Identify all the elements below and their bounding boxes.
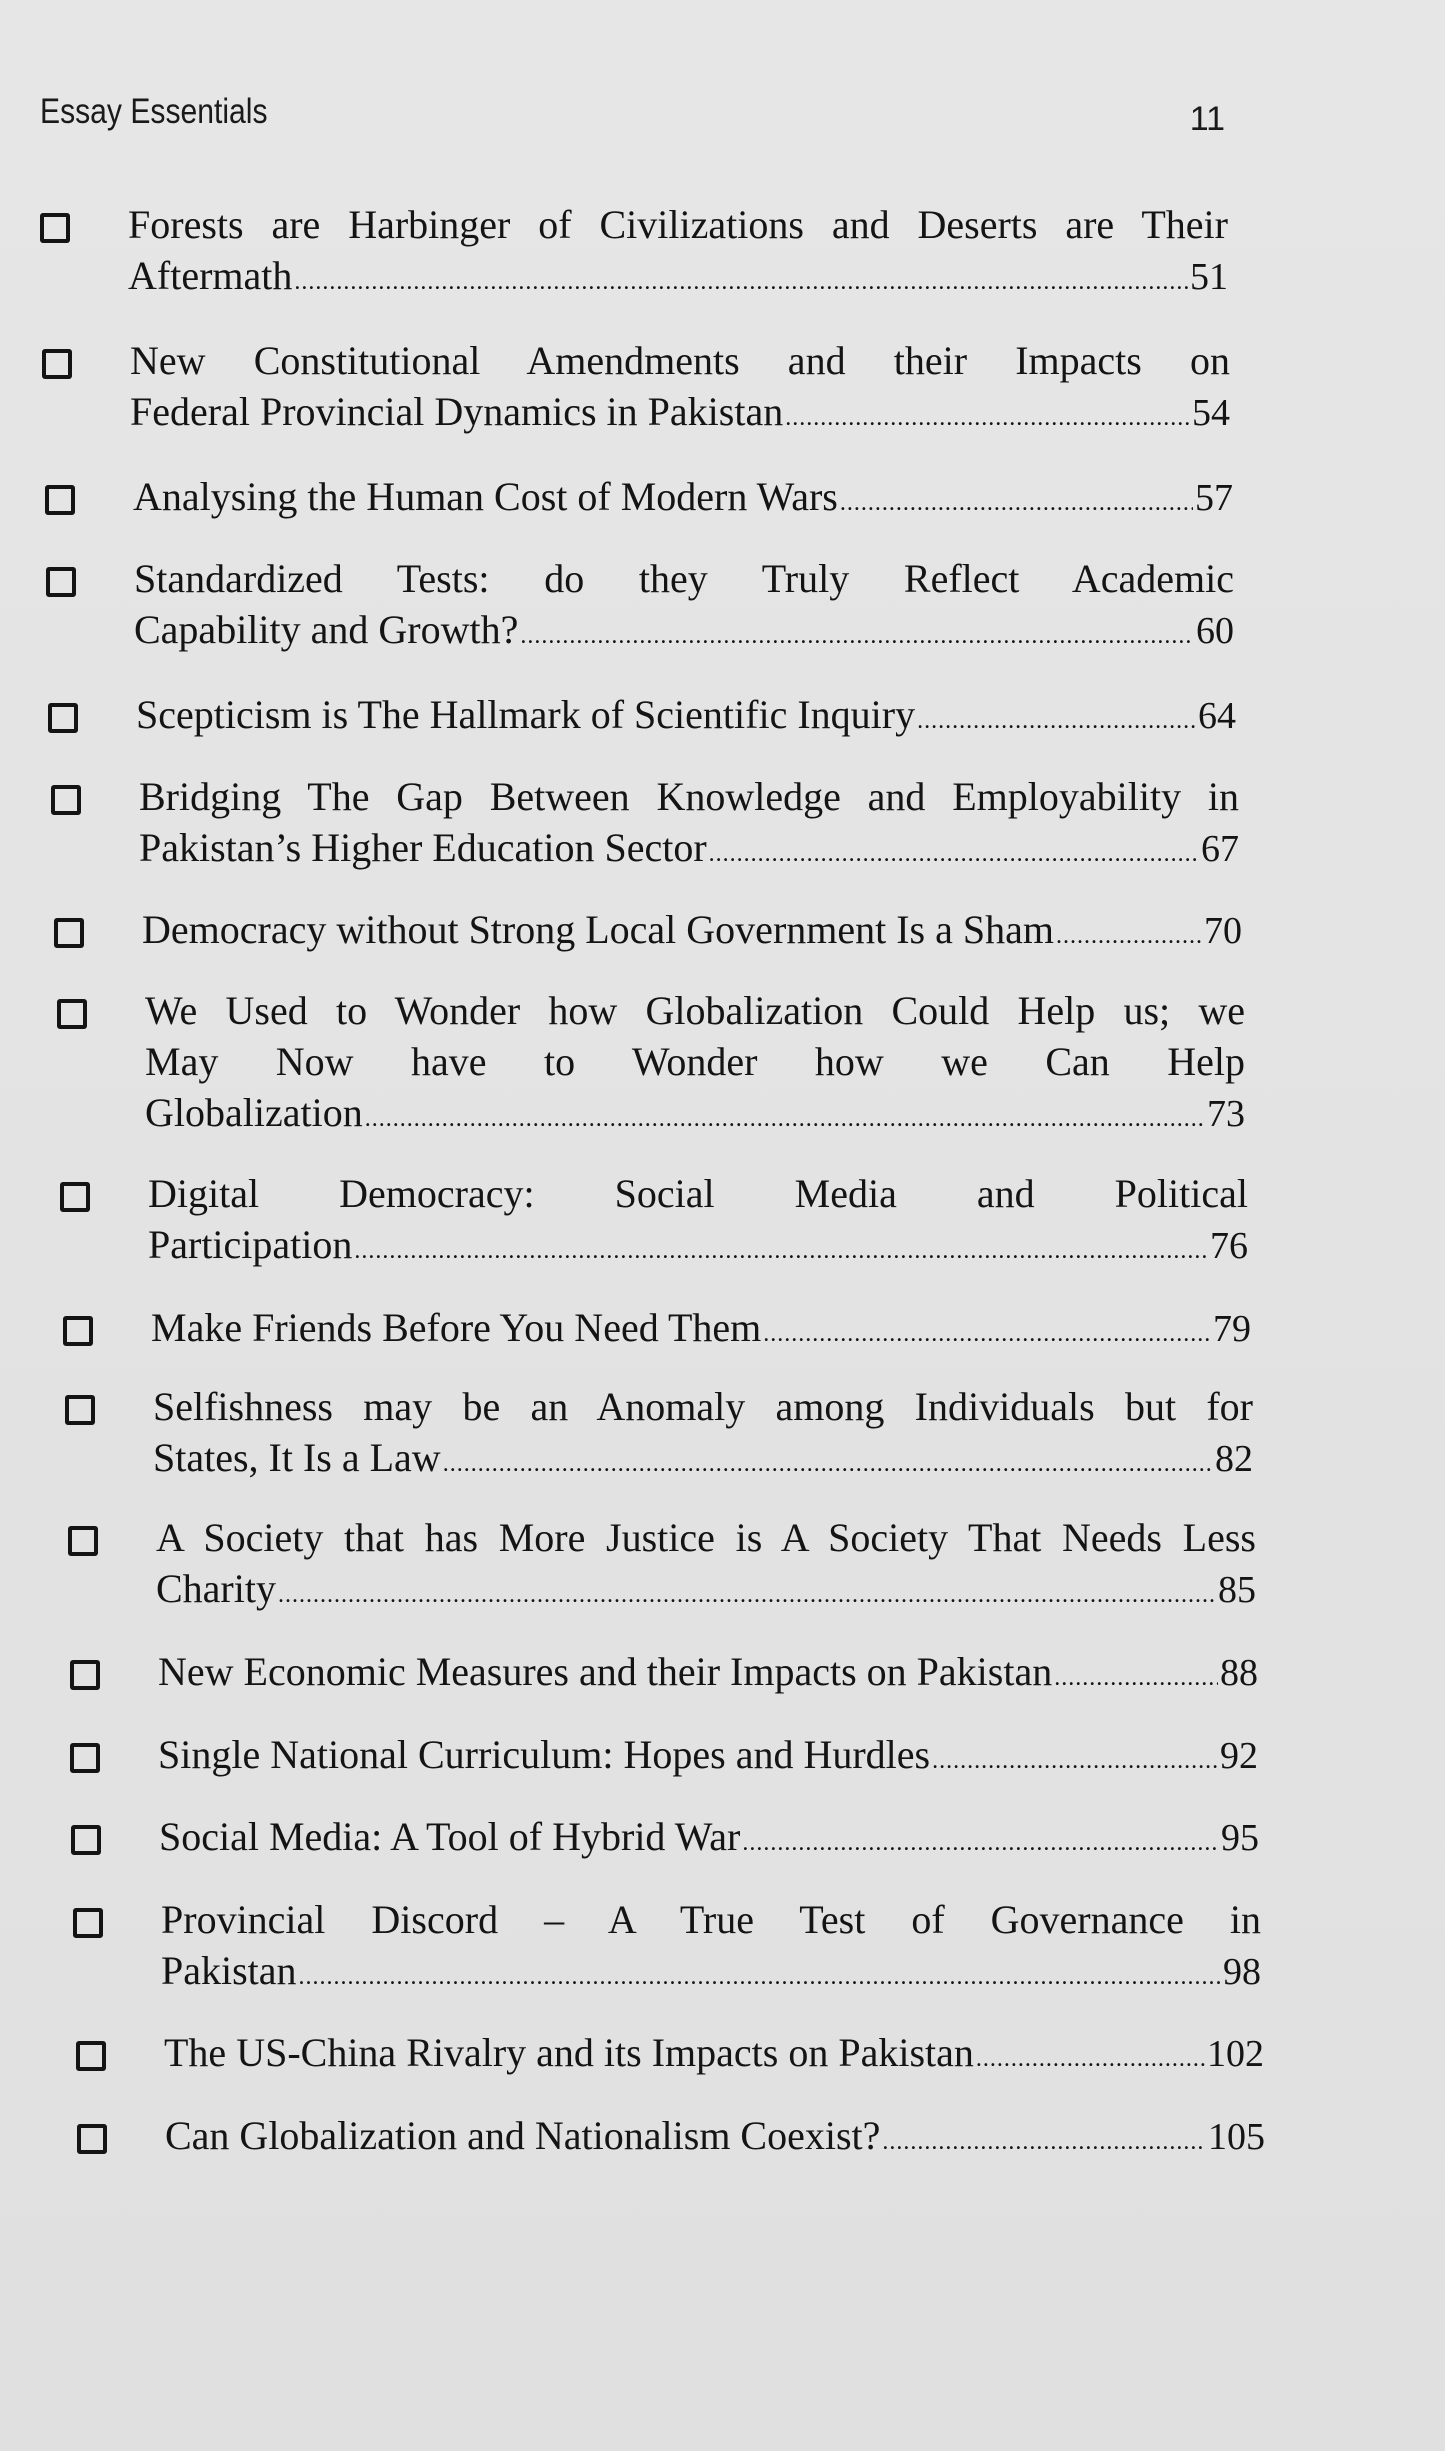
- checkbox-square-icon: [70, 1660, 100, 1690]
- checkbox-square-icon: [68, 1526, 98, 1556]
- toc-entry-title: Analysing the Human Cost of Modern Wars: [133, 474, 838, 519]
- toc-entry-title: Democracy without Strong Local Government Is a Sham: [142, 907, 1054, 952]
- dot-leader: [278, 1563, 1216, 1621]
- toc-entry-page: 73: [1207, 1093, 1245, 1135]
- checkbox-square-icon: [57, 999, 87, 1029]
- toc-entry[interactable]: [151, 1302, 1251, 1360]
- toc-entry-leader-line: [158, 1646, 1258, 1704]
- toc-entry-title: The US-China Rivalry and its Impacts on Pakistan: [164, 2030, 974, 2075]
- toc-entry-title-line: Provincial Discord – A True Test of Governance in: [161, 1897, 1261, 1942]
- checkbox-square-icon: [71, 1825, 101, 1855]
- toc-entry-title-end: Globalization: [145, 1090, 363, 1135]
- toc-entry-page: 57: [1195, 477, 1233, 519]
- toc-entry-title: Single National Curriculum: Hopes and Hurdles: [158, 1732, 931, 1777]
- toc-entry-page: 54: [1192, 392, 1230, 434]
- toc-entry-page: 85: [1218, 1569, 1256, 1611]
- toc-entry-page: 70: [1204, 910, 1242, 952]
- toc-entry-title: Can Globalization and Nationalism Coexist?: [165, 2113, 881, 2158]
- toc-entry-leader-line: [142, 904, 1242, 962]
- toc-entry-title-end: Pakistan: [161, 1948, 297, 1993]
- dot-leader: [917, 689, 1196, 747]
- toc-entry-leader-line: [133, 471, 1233, 529]
- toc-entry-title-end: Pakistan’s Higher Education Sector: [139, 825, 707, 870]
- dot-leader: [742, 1811, 1219, 1869]
- checkbox-square-icon: [76, 2041, 106, 2071]
- toc-entry[interactable]: [148, 1168, 1248, 1277]
- toc-entry-title-line: Forests are Harbinger of Civilizations and Deserts are Their: [128, 202, 1228, 247]
- toc-entry-page: 95: [1221, 1817, 1259, 1859]
- toc-entry-title-line: A Society that has More Justice is A Society That Needs Less: [156, 1515, 1256, 1560]
- toc-entry[interactable]: [136, 689, 1236, 747]
- toc-entry-title: New Economic Measures and their Impacts on Pakistan: [158, 1649, 1053, 1694]
- toc-entry-page: 105: [1208, 2116, 1265, 2158]
- toc-entry[interactable]: [158, 1646, 1258, 1704]
- toc-entry[interactable]: [145, 985, 1245, 1145]
- toc-entry-title-end: Capability and Growth?: [134, 607, 519, 652]
- toc-entry-page: 98: [1223, 1951, 1261, 1993]
- toc-entry-title-end: Federal Provincial Dynamics in Pakistan: [130, 389, 784, 434]
- dot-leader: [1054, 1646, 1218, 1704]
- toc-entry-title-end: Charity: [156, 1566, 276, 1611]
- toc-entry-leader-line: [158, 1729, 1258, 1787]
- dot-leader: [354, 1219, 1208, 1277]
- toc-entry-leader-line: [164, 2027, 1264, 2085]
- checkbox-square-icon: [51, 785, 81, 815]
- checkbox-square-icon: [77, 2124, 107, 2154]
- toc-entry-title-line: May Now have to Wonder how we Can Help: [145, 1039, 1245, 1084]
- toc-entry-title-line: Standardized Tests: do they Truly Reflect Academic: [134, 556, 1234, 601]
- toc-entry-leader-line: [153, 1432, 1253, 1490]
- toc-entry[interactable]: [164, 2027, 1264, 2085]
- toc-entry-leader-line: [151, 1302, 1251, 1360]
- dot-leader: [840, 471, 1193, 529]
- checkbox-square-icon: [60, 1182, 90, 1212]
- toc-entry-page: 92: [1220, 1735, 1258, 1777]
- toc-entry-leader-line: [148, 1219, 1248, 1277]
- toc-entry-page: 51: [1190, 256, 1228, 298]
- toc-entry[interactable]: [128, 199, 1228, 308]
- toc-entry-title-end: States, It Is a Law: [153, 1435, 441, 1480]
- toc-entry-leader-line: [165, 2110, 1265, 2168]
- dot-leader: [443, 1432, 1213, 1490]
- dot-leader: [785, 386, 1190, 444]
- toc-entry[interactable]: [134, 553, 1234, 662]
- checkbox-square-icon: [40, 213, 70, 243]
- toc-entry-leader-line: [128, 250, 1228, 308]
- running-header: [40, 92, 1225, 142]
- toc-entry[interactable]: [158, 1729, 1258, 1787]
- dot-leader: [763, 1302, 1211, 1360]
- dot-leader: [1056, 904, 1202, 962]
- toc-entry-page: 102: [1207, 2033, 1264, 2075]
- toc-entry-title: Social Media: A Tool of Hybrid War: [159, 1814, 741, 1859]
- dot-leader: [520, 604, 1194, 662]
- toc-entry-leader-line: [159, 1811, 1259, 1869]
- dot-leader: [709, 822, 1199, 880]
- dot-leader: [932, 1729, 1218, 1787]
- dot-leader: [299, 1945, 1221, 2003]
- dot-leader: [882, 2110, 1206, 2168]
- toc-entry[interactable]: [142, 904, 1242, 962]
- toc-entry-title-line: Digital Democracy: Social Media and Political: [148, 1171, 1248, 1216]
- toc-entry-leader-line: [161, 1945, 1261, 2003]
- toc-entry[interactable]: [139, 771, 1239, 880]
- checkbox-square-icon: [73, 1908, 103, 1938]
- checkbox-square-icon: [63, 1316, 93, 1346]
- toc-entry-title-line: We Used to Wonder how Globalization Could Help us; we: [145, 988, 1245, 1033]
- toc-entry-page: 88: [1220, 1652, 1258, 1694]
- checkbox-square-icon: [42, 349, 72, 379]
- toc-entry-page: 76: [1210, 1225, 1248, 1267]
- toc-entry-page: 82: [1215, 1438, 1253, 1480]
- checkbox-square-icon: [45, 485, 75, 515]
- toc-entry-page: 79: [1213, 1308, 1251, 1350]
- toc-entry-leader-line: [136, 689, 1236, 747]
- dot-leader: [294, 250, 1188, 308]
- book-title: Essay Essentials: [40, 92, 268, 131]
- toc-entry[interactable]: [153, 1381, 1253, 1490]
- toc-entry-title-end: Participation: [148, 1222, 353, 1267]
- toc-entry-leader-line: [156, 1563, 1256, 1621]
- dot-leader: [976, 2027, 1205, 2085]
- toc-entry-leader-line: [139, 822, 1239, 880]
- toc-entry[interactable]: [165, 2110, 1265, 2168]
- page-number: 11: [1189, 100, 1225, 138]
- checkbox-square-icon: [54, 918, 84, 948]
- toc-entry-page: 67: [1201, 828, 1239, 870]
- checkbox-square-icon: [65, 1395, 95, 1425]
- checkbox-square-icon: [48, 703, 78, 733]
- toc-entry-title: Make Friends Before You Need Them: [151, 1305, 762, 1350]
- toc-entry-title-line: Bridging The Gap Between Knowledge and Employability in: [139, 774, 1239, 819]
- toc-entry-title-line: New Constitutional Amendments and their Impacts on: [130, 338, 1230, 383]
- toc-entry-page: 64: [1198, 695, 1236, 737]
- checkbox-square-icon: [70, 1743, 100, 1773]
- toc-entry-leader-line: [130, 386, 1230, 444]
- checkbox-square-icon: [46, 567, 76, 597]
- toc-entry[interactable]: [161, 1894, 1261, 2003]
- toc-entry-title-end: Aftermath: [128, 253, 293, 298]
- toc-entry-page: 60: [1196, 610, 1234, 652]
- toc-entry[interactable]: [133, 471, 1233, 529]
- toc-entry-title-line: Selfishness may be an Anomaly among Individuals but for: [153, 1384, 1253, 1429]
- toc-entry[interactable]: [156, 1512, 1256, 1621]
- toc-entry-leader-line: [145, 1087, 1245, 1145]
- toc-entry-title: Scepticism is The Hallmark of Scientific Inquiry: [136, 692, 916, 737]
- toc-entry-leader-line: [134, 604, 1234, 662]
- toc-entry[interactable]: [159, 1811, 1259, 1869]
- dot-leader: [365, 1087, 1205, 1145]
- toc-entry[interactable]: [130, 335, 1230, 444]
